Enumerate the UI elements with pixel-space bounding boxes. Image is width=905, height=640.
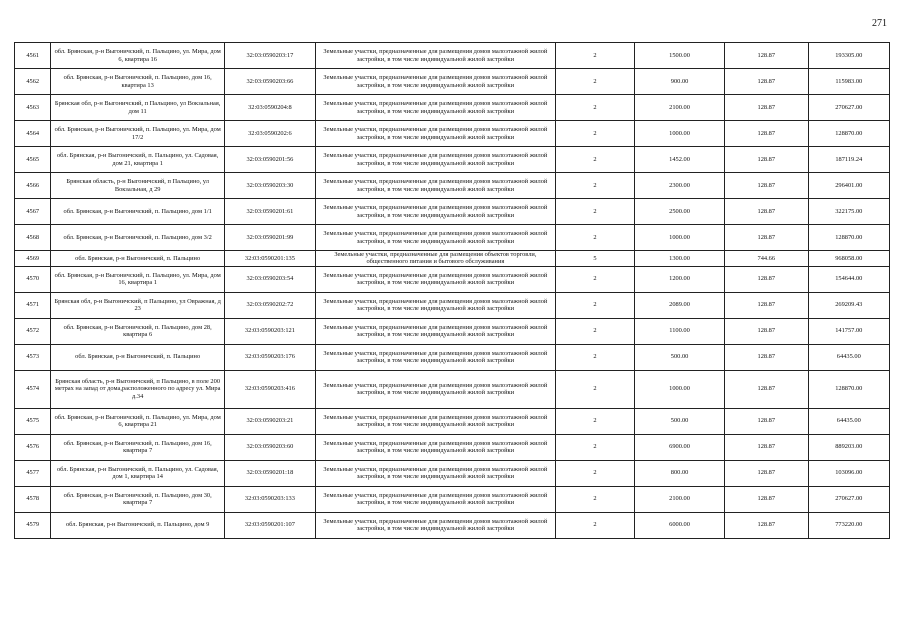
address-cell: обл. Брянская, р-н Выгоничский, п. Пальцино, дом 9 [51, 512, 225, 538]
cadastral-value-cell: 773220.00 [808, 512, 889, 538]
table-row [15, 199, 890, 225]
land-use-cell: Земельные участки, предназначенные для размещения домов малоэтажной жилой застройки, в том числе индивидуальной жилой застройки [315, 121, 555, 147]
use-group-cell: 2 [555, 370, 634, 408]
use-group-cell: 2 [555, 512, 634, 538]
area-cell: 1200.00 [635, 266, 725, 292]
land-use-cell: Земельные участки, предназначенные для размещения домов малоэтажной жилой застройки, в том числе индивидуальной жилой застройки [315, 486, 555, 512]
area-cell: 2500.00 [635, 199, 725, 225]
area-cell: 1500.00 [635, 43, 725, 69]
row-number: 4561 [15, 43, 51, 69]
cadastral-number-cell: 32:03:0590203:54 [224, 266, 315, 292]
specific-value-cell: 128.87 [725, 147, 809, 173]
row-number: 4572 [15, 318, 51, 344]
row-number: 4562 [15, 69, 51, 95]
table-row [15, 408, 890, 434]
land-use-cell: Земельные участки, предназначенные для размещения домов малоэтажной жилой застройки, в том числе индивидуальной жилой застройки [315, 95, 555, 121]
area-cell: 500.00 [635, 344, 725, 370]
area-cell: 2089.00 [635, 292, 725, 318]
address-cell: обл. Брянская, р-н Выгоничский, п. Пальцино [51, 251, 225, 267]
land-use-cell: Земельные участки, предназначенные для размещения домов малоэтажной жилой застройки, в том числе индивидуальной жилой застройки [315, 344, 555, 370]
area-cell: 800.00 [635, 460, 725, 486]
land-use-cell: Земельные участки, предназначенные для размещения домов малоэтажной жилой застройки, в том числе индивидуальной жилой застройки [315, 460, 555, 486]
address-cell: обл. Брянская, р-н Выгоничский, п. Пальцино, ул. Садовая, дом 21, квартира 1 [51, 147, 225, 173]
table-row [15, 251, 890, 267]
cadastral-value-cell: 296401.00 [808, 173, 889, 199]
cadastral-value-cell: 103096.00 [808, 460, 889, 486]
use-group-cell: 2 [555, 266, 634, 292]
area-cell: 1100.00 [635, 318, 725, 344]
use-group-cell: 2 [555, 434, 634, 460]
use-group-cell: 2 [555, 460, 634, 486]
cadastral-value-cell: 128870.00 [808, 121, 889, 147]
area-cell: 1000.00 [635, 121, 725, 147]
use-group-cell: 2 [555, 225, 634, 251]
cadastral-value-cell: 141757.00 [808, 318, 889, 344]
cadastral-value-cell: 270627.00 [808, 486, 889, 512]
cadastral-number-cell: 32:03:0590203:176 [224, 344, 315, 370]
table-row [15, 147, 890, 173]
use-group-cell: 2 [555, 486, 634, 512]
address-cell: обл. Брянская, р-н Выгоничский, п. Пальцино, ул. Мира, дом 16, квартира 1 [51, 266, 225, 292]
cadastral-value-cell: 64435.00 [808, 344, 889, 370]
cadastral-value-table [14, 42, 890, 539]
cadastral-number-cell: 32:03:0590201:107 [224, 512, 315, 538]
address-cell: Брянская область, р-н Выгоничский, п Пальцино, ул Вокзальная, д 29 [51, 173, 225, 199]
cadastral-number-cell: 32:03:0590201:61 [224, 199, 315, 225]
use-group-cell: 2 [555, 408, 634, 434]
address-cell: Брянская область, р-н Выгоничский, п Пальцино, в поле 200 метрах на запад от дома,расположенного по адресу ул. Мира д.34 [51, 370, 225, 408]
specific-value-cell: 128.87 [725, 344, 809, 370]
area-cell: 1452.00 [635, 147, 725, 173]
table-body [15, 43, 890, 539]
table-row [15, 173, 890, 199]
table-row [15, 370, 890, 408]
cadastral-number-cell: 32:03:0590201:99 [224, 225, 315, 251]
specific-value-cell: 744.66 [725, 251, 809, 267]
land-use-cell: Земельные участки, предназначенные для размещения домов малоэтажной жилой застройки, в том числе индивидуальной жилой застройки [315, 292, 555, 318]
address-cell: обл. Брянская, р-н Выгоничский, п. Пальцино, дом 28, квартира 6 [51, 318, 225, 344]
row-number: 4564 [15, 121, 51, 147]
area-cell: 6000.00 [635, 512, 725, 538]
address-cell: Брянская обл, р-н Выгоничский, п Пальцино, ул Вокзальная, дом 11 [51, 95, 225, 121]
land-use-cell: Земельные участки, предназначенные для размещения домов малоэтажной жилой застройки, в том числе индивидуальной жилой застройки [315, 173, 555, 199]
row-number: 4574 [15, 370, 51, 408]
table-row [15, 344, 890, 370]
address-cell: обл. Брянская, р-н Выгоничский, п. Пальцино [51, 344, 225, 370]
specific-value-cell: 128.87 [725, 225, 809, 251]
land-use-cell: Земельные участки, предназначенные для размещения домов малоэтажной жилой застройки, в том числе индивидуальной жилой застройки [315, 370, 555, 408]
land-use-cell: Земельные участки, предназначенные для размещения домов малоэтажной жилой застройки, в том числе индивидуальной жилой застройки [315, 318, 555, 344]
area-cell: 1000.00 [635, 370, 725, 408]
specific-value-cell: 128.87 [725, 370, 809, 408]
land-use-cell: Земельные участки, предназначенные для размещения домов малоэтажной жилой застройки, в том числе индивидуальной жилой застройки [315, 147, 555, 173]
row-number: 4575 [15, 408, 51, 434]
use-group-cell: 2 [555, 95, 634, 121]
cadastral-value-cell: 889203.00 [808, 434, 889, 460]
cadastral-value-cell: 270627.00 [808, 95, 889, 121]
cadastral-value-cell: 115983.00 [808, 69, 889, 95]
use-group-cell: 5 [555, 251, 634, 267]
row-number: 4571 [15, 292, 51, 318]
cadastral-value-cell: 187119.24 [808, 147, 889, 173]
table-row [15, 95, 890, 121]
row-number: 4565 [15, 147, 51, 173]
row-number: 4563 [15, 95, 51, 121]
area-cell: 1000.00 [635, 225, 725, 251]
address-cell: обл. Брянская, р-н Выгоничский, п. Пальцино, дом 1/1 [51, 199, 225, 225]
row-number: 4573 [15, 344, 51, 370]
cadastral-value-cell: 968058.00 [808, 251, 889, 267]
cadastral-number-cell: 32:03:0590203:60 [224, 434, 315, 460]
land-use-cell: Земельные участки, предназначенные для размещения домов малоэтажной жилой застройки, в том числе индивидуальной жилой застройки [315, 512, 555, 538]
specific-value-cell: 128.87 [725, 69, 809, 95]
address-cell: обл. Брянская, р-н Выгоничский, п. Пальцино, ул. Мира, дом 6, квартира 21 [51, 408, 225, 434]
cadastral-value-cell: 322175.00 [808, 199, 889, 225]
land-use-cell: Земельные участки, предназначенные для размещения домов малоэтажной жилой застройки, в том числе индивидуальной жилой застройки [315, 408, 555, 434]
cadastral-number-cell: 32:03:0590203:17 [224, 43, 315, 69]
table-row [15, 512, 890, 538]
area-cell: 1300.00 [635, 251, 725, 267]
use-group-cell: 2 [555, 344, 634, 370]
use-group-cell: 2 [555, 121, 634, 147]
land-use-cell: Земельные участки, предназначенные для размещения домов малоэтажной жилой застройки, в том числе индивидуальной жилой застройки [315, 199, 555, 225]
table-row [15, 318, 890, 344]
area-cell: 900.00 [635, 69, 725, 95]
address-cell: обл. Брянская, р-н Выгоничский, п. Пальцино, ул. Мира, дом 6, квартира 16 [51, 43, 225, 69]
land-use-cell: Земельные участки, предназначенные для размещения домов малоэтажной жилой застройки, в том числе индивидуальной жилой застройки [315, 69, 555, 95]
land-use-cell: Земельные участки, предназначенные для размещения домов малоэтажной жилой застройки, в том числе индивидуальной жилой застройки [315, 43, 555, 69]
row-number: 4570 [15, 266, 51, 292]
specific-value-cell: 128.87 [725, 408, 809, 434]
cadastral-number-cell: 32:03:0590203:30 [224, 173, 315, 199]
cadastral-value-cell: 154644.00 [808, 266, 889, 292]
row-number: 4567 [15, 199, 51, 225]
table-row [15, 43, 890, 69]
cadastral-number-cell: 32:03:0590203:133 [224, 486, 315, 512]
area-cell: 2100.00 [635, 486, 725, 512]
specific-value-cell: 128.87 [725, 460, 809, 486]
land-use-cell: Земельные участки, предназначенные для размещения домов малоэтажной жилой застройки, в том числе индивидуальной жилой застройки [315, 266, 555, 292]
cadastral-value-cell: 64435.00 [808, 408, 889, 434]
address-cell: обл. Брянская, р-н Выгоничский, п. Пальцино, дом 16, квартира 13 [51, 69, 225, 95]
cadastral-value-cell: 128870.00 [808, 370, 889, 408]
cadastral-value-cell: 128870.00 [808, 225, 889, 251]
specific-value-cell: 128.87 [725, 95, 809, 121]
use-group-cell: 2 [555, 292, 634, 318]
cadastral-number-cell: 32:03:0590203:66 [224, 69, 315, 95]
use-group-cell: 2 [555, 43, 634, 69]
specific-value-cell: 128.87 [725, 512, 809, 538]
area-cell: 2300.00 [635, 173, 725, 199]
table-row [15, 121, 890, 147]
row-number: 4579 [15, 512, 51, 538]
cadastral-number-cell: 32:03:0590201:135 [224, 251, 315, 267]
table-row [15, 434, 890, 460]
address-cell: обл. Брянская, р-н Выгоничский, п. Пальцино, ул. Садовая, дом 1, квартира 14 [51, 460, 225, 486]
specific-value-cell: 128.87 [725, 292, 809, 318]
land-use-cell: Земельные участки, предназначенные для размещения домов малоэтажной жилой застройки, в том числе индивидуальной жилой застройки [315, 434, 555, 460]
specific-value-cell: 128.87 [725, 173, 809, 199]
use-group-cell: 2 [555, 147, 634, 173]
specific-value-cell: 128.87 [725, 434, 809, 460]
specific-value-cell: 128.87 [725, 199, 809, 225]
land-use-cell: Земельные участки, предназначенные для размещения домов малоэтажной жилой застройки, в том числе индивидуальной жилой застройки [315, 225, 555, 251]
table-row [15, 460, 890, 486]
row-number: 4568 [15, 225, 51, 251]
area-cell: 500.00 [635, 408, 725, 434]
cadastral-value-cell: 269209.43 [808, 292, 889, 318]
area-cell: 6900.00 [635, 434, 725, 460]
row-number: 4576 [15, 434, 51, 460]
row-number: 4577 [15, 460, 51, 486]
address-cell: обл. Брянская, р-н Выгоничский, п. Пальцино, дом 16, квартира 7 [51, 434, 225, 460]
page-number: 271 [872, 18, 887, 29]
address-cell: обл. Брянская, р-н Выгоничский, п. Пальцино, ул. Мира, дом 17/2 [51, 121, 225, 147]
cadastral-number-cell: 32:03:0590201:18 [224, 460, 315, 486]
address-cell: Брянская обл, р-н Выгоничский, п Пальцино, ул Овражная, д 23 [51, 292, 225, 318]
specific-value-cell: 128.87 [725, 43, 809, 69]
row-number: 4566 [15, 173, 51, 199]
specific-value-cell: 128.87 [725, 121, 809, 147]
row-number: 4578 [15, 486, 51, 512]
specific-value-cell: 128.87 [725, 266, 809, 292]
use-group-cell: 2 [555, 199, 634, 225]
specific-value-cell: 128.87 [725, 318, 809, 344]
use-group-cell: 2 [555, 318, 634, 344]
cadastral-number-cell: 32:03:0590203:121 [224, 318, 315, 344]
use-group-cell: 2 [555, 69, 634, 95]
cadastral-value-cell: 193305.00 [808, 43, 889, 69]
address-cell: обл. Брянская, р-н Выгоничский, п. Пальцино, дом 30, квартира 7 [51, 486, 225, 512]
address-cell: обл. Брянская, р-н Выгоничский, п. Пальцино, дом 3/2 [51, 225, 225, 251]
table-row [15, 69, 890, 95]
cadastral-number-cell: 32:03:0590203:416 [224, 370, 315, 408]
land-use-cell: Земельные участки, предназначенные для размещения объектов торговли, общественного питания и бытового обслуживания [315, 251, 555, 267]
table-row [15, 266, 890, 292]
use-group-cell: 2 [555, 173, 634, 199]
area-cell: 2100.00 [635, 95, 725, 121]
table-row [15, 486, 890, 512]
row-number: 4569 [15, 251, 51, 267]
table-row [15, 225, 890, 251]
cadastral-number-cell: 32:03:0590202:72 [224, 292, 315, 318]
cadastral-number-cell: 32:03:0590201:56 [224, 147, 315, 173]
cadastral-number-cell: 32:03:0590204:8 [224, 95, 315, 121]
specific-value-cell: 128.87 [725, 486, 809, 512]
cadastral-number-cell: 32:03:0590203:21 [224, 408, 315, 434]
table-row [15, 292, 890, 318]
cadastral-number-cell: 32:03:0590202:6 [224, 121, 315, 147]
